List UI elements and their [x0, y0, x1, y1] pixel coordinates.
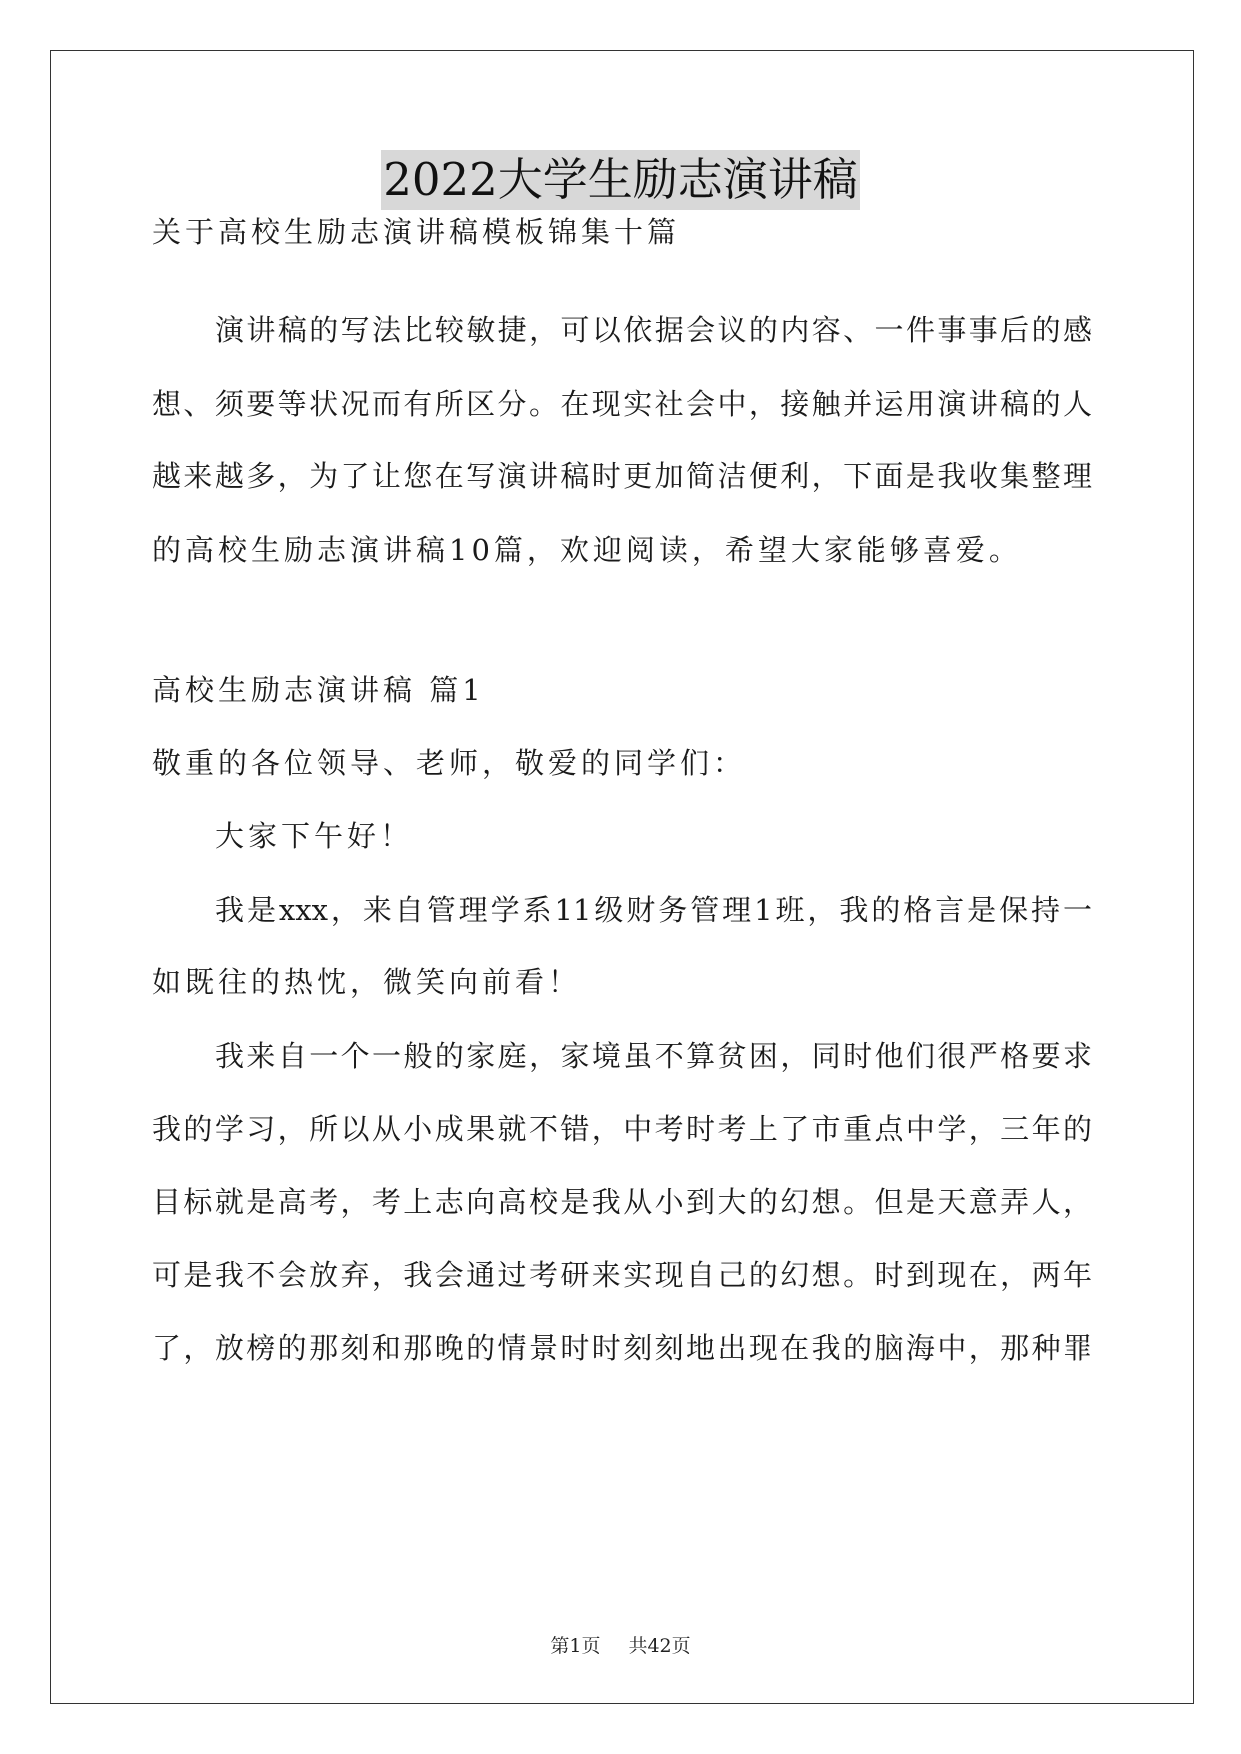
paragraph-line: 可是我不会放弃，我会通过考研来实现自己的幻想。时到现在，两年: [152, 1258, 1092, 1292]
paragraph-line: 我来自一个一般的家庭，家境虽不算贫困，同时他们很严格要求: [215, 1039, 1092, 1073]
greeting: 大家下午好！: [215, 819, 414, 853]
page-total: 共42页: [628, 1635, 691, 1657]
intro-line: 的高校生励志演讲稿10篇，欢迎阅读，希望大家能够喜爱。: [152, 533, 1022, 567]
page-number: 第1页: [550, 1635, 601, 1657]
section-heading: 高校生励志演讲稿 篇1: [152, 673, 485, 707]
intro-line: 演讲稿的写法比较敏捷，可以依据会议的内容、一件事事后的感: [215, 313, 1092, 347]
title-container: [0, 150, 1241, 210]
intro-line: 想、须要等状况而有所区分。在现实社会中，接触并运用演讲稿的人: [152, 387, 1092, 421]
paragraph-line: 目标就是高考，考上志向高校是我从小到大的幻想。但是天意弄人，: [152, 1185, 1092, 1219]
document-title: 2022大学生励志演讲稿: [381, 150, 860, 210]
intro-line: 越来越多，为了让您在写演讲稿时更加简洁便利，下面是我收集整理: [152, 459, 1092, 493]
salutation: 敬重的各位领导、老师，敬爱的同学们：: [152, 746, 747, 780]
page-footer: [0, 1634, 1241, 1658]
paragraph-line: 我的学习，所以从小成果就不错，中考时考上了市重点中学，三年的: [152, 1112, 1092, 1146]
document-subtitle: 关于高校生励志演讲稿模板锦集十篇: [152, 215, 681, 249]
page-border: [50, 50, 1194, 1704]
paragraph-line: 如既往的热忱，微笑向前看！: [152, 965, 582, 999]
paragraph-line: 我是xxx，来自管理学系11级财务管理1班，我的格言是保持一: [215, 893, 1092, 927]
paragraph-line: 了，放榜的那刻和那晚的情景时时刻刻地出现在我的脑海中，那种罪: [152, 1331, 1092, 1365]
